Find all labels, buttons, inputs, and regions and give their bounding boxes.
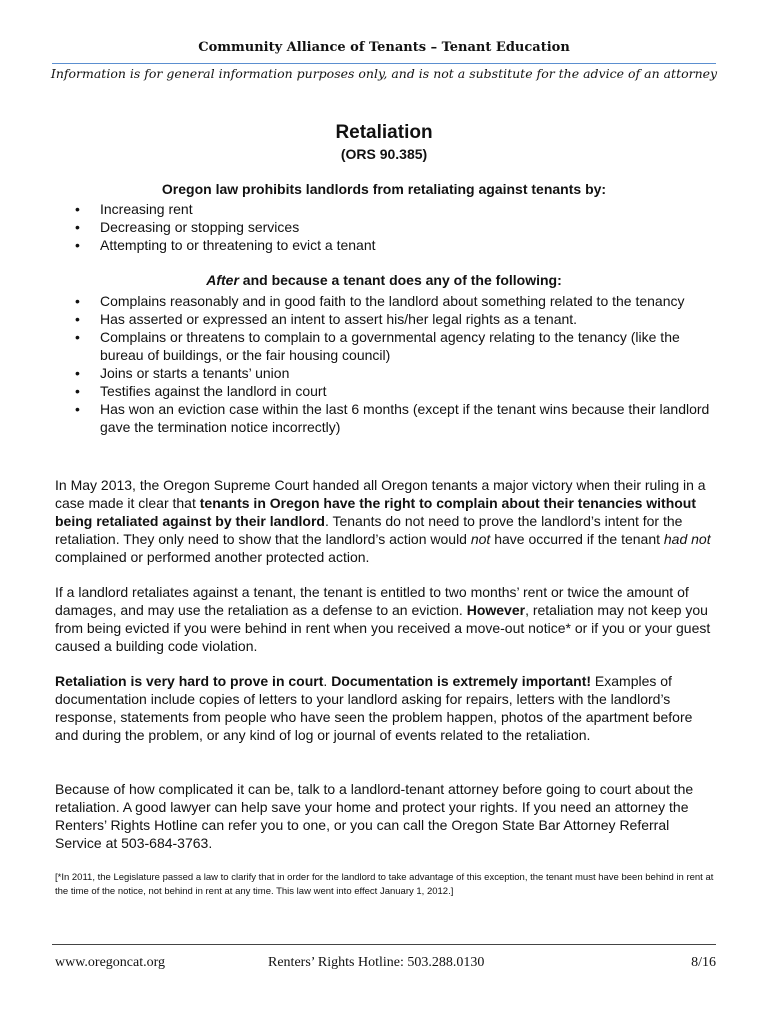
list-item: • Testifies against the landlord in court <box>75 382 715 400</box>
list-item: • Increasing rent <box>75 200 715 218</box>
text-run: have occurred if the tenant <box>490 531 664 547</box>
list-item: • Attempting to or threatening to evict a tenant <box>75 236 715 254</box>
text-run: complained or performed another protected action. <box>55 549 370 565</box>
text-run: Examples of documentation include copies of letters to your landlord asking for repairs, letters with the landlord’s response, statements from people who have seen the problem happen, photos of the apartment before and during the problem, or any kind of log or journal of events related to the retaliation. <box>55 673 693 743</box>
list-item: • Complains reasonably and in good faith to the landlord about something related to the tenancy <box>75 292 715 310</box>
page-title: Retaliation <box>335 122 433 143</box>
header-disclaimer: Information is for general information purposes only, and is not a substitute for the advice of an attorney <box>50 66 718 81</box>
list-item: • Decreasing or stopping services <box>75 218 715 236</box>
section1-list <box>75 200 715 254</box>
text-run: . Tenants do not need to prove the landlord’s intent for the retaliation. They only need to show that the landlord’s action would <box>55 513 683 547</box>
page-subtitle: (ORS 90.385) <box>340 146 428 162</box>
text-run-italic: had not <box>663 531 711 547</box>
text-run: , retaliation may not keep you from being evicted if you were behind in rent when you received a move-out notice* or if you or your guest caused a building code violation. <box>55 602 711 654</box>
text-run-italic: not <box>470 531 491 547</box>
text-run-bold: However <box>466 602 526 618</box>
header-divider <box>52 63 716 64</box>
paragraph-remedies <box>55 583 715 655</box>
list-item: • Complains or threatens to complain to a governmental agency relating to the tenancy (like the bureau of buildings, or the fair housing council) <box>75 328 715 364</box>
text-run: . <box>323 673 332 689</box>
section2-heading-emphasis: After <box>206 272 239 288</box>
text-run: If a landlord retaliates against a tenant, the tenant is entitled to two months’ rent or twice the amount of damages, and may use the retaliation as a defense to an eviction. <box>55 584 689 618</box>
text-run: In May 2013, the Oregon Supreme Court handed all Oregon tenants a major victory when their ruling in a case made it clear that <box>55 477 706 511</box>
list-item: • Has asserted or expressed an intent to assert his/her legal rights as a tenant. <box>75 310 715 328</box>
section1-heading: Oregon law prohibits landlords from retaliating against tenants by: <box>161 181 607 197</box>
text-run-bold: Documentation is extremely important! <box>331 673 592 689</box>
header-org: Community Alliance of Tenants – Tenant Education <box>198 40 570 55</box>
text-run-bold: Retaliation is very hard to prove in court <box>55 673 324 689</box>
section2-heading-text: and because a tenant does any of the following: <box>238 272 562 288</box>
footnote: [*In 2011, the Legislature passed a law to clarify that in order for the landlord to take advantage of this exception, the tenant must have been behind in rent at the time of the notice, not behind in rent at any time. This law went into effect January 1, 2012.] <box>55 872 714 897</box>
section2-heading <box>0 272 768 288</box>
list-item: • Has won an eviction case within the last 6 months (except if the tenant wins because their landlord gave the termination notice incorrectly) <box>75 400 715 436</box>
paragraph-supreme-court <box>55 476 715 566</box>
paragraph-attorney: Because of how complicated it can be, talk to a landlord-tenant attorney before going to court about the retaliation. A good lawyer can help save your home and protect your rights. If you need an attorney the Renters’ Rights Hotline can refer you to one, or you can call the Oregon State Bar Attorney Referral Service at 503-684-3763. <box>55 781 694 851</box>
footer-hotline: Renters’ Rights Hotline: 503.288.0130 <box>268 955 485 970</box>
text-run-bold: tenants in Oregon have the right to complain about their tenancies without being retaliated against by their landlord <box>55 495 697 529</box>
list-item: • Joins or starts a tenants’ union <box>75 364 715 382</box>
footer-website: www.oregoncat.org <box>55 955 166 970</box>
paragraph-documentation <box>55 672 715 744</box>
section2-list <box>75 292 715 436</box>
footer-divider <box>52 944 716 945</box>
footer-page-number: 8/16 <box>691 955 716 970</box>
